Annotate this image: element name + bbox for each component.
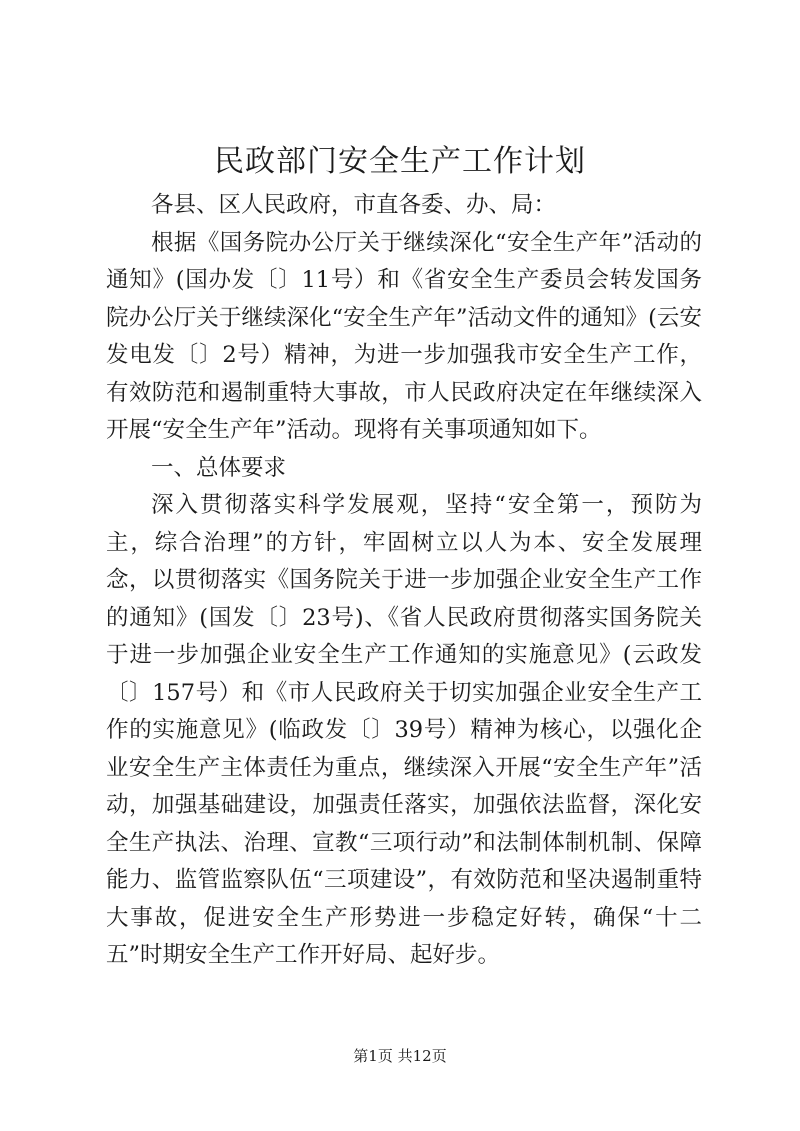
section-heading: 一、总体要求: [151, 454, 287, 481]
paragraph-requirements: 深入贯彻落实科学发展观，坚持“安全第一，预防为主，综合治理”的方针，牢固树立以人为本、安全发展理念，以贯彻落实《国务院关于进一步加强企业安全生产工作的通知》(国发〔〕23号)、《省人民政府贯彻落实国务院关于进一步加强企业安全生产工作通知的实施意见》(云政发〔〕157号）和《市人民政府关于切实加强企业安全生产工作的实施意见》(临政发〔〕39号）精神为核心，以强化企业安全生产主体责任为重点，继续深入开展“安全生产年”活动，加强基础建设，加强责任落实，加强依法监督，深化安全生产执法、治理、宣教“三项行动”和法制体制机制、保障能力、监管监察队伍“三项建设”，有效防范和坚决遏制重特大事故，促进安全生产形势进一步稳定好转，确保“十二五”时期安全生产工作开好局、起好步。: [106, 492, 702, 968]
page-number: 第1页 共12页: [353, 1047, 447, 1065]
document-title: 民政部门安全生产工作计划: [214, 144, 586, 179]
document-body: [106, 187, 702, 975]
paragraph-intro: 根据《国务院办公厅关于继续深化“安全生产年”活动的通知》(国办发〔〕11号）和《省安全生产委员会转发国务院办公厅关于继续深化“安全生产年”活动文件的通知》(云安发电发〔〕2号）精神，为进一步加强我市安全生产工作，有效防范和遏制重特大事故，市人民政府决定在年继续深入开展“安全生产年”活动。现将有关事项通知如下。: [106, 229, 702, 443]
salutation: 各县、区人民政府，市直各委、办、局：: [151, 192, 557, 218]
